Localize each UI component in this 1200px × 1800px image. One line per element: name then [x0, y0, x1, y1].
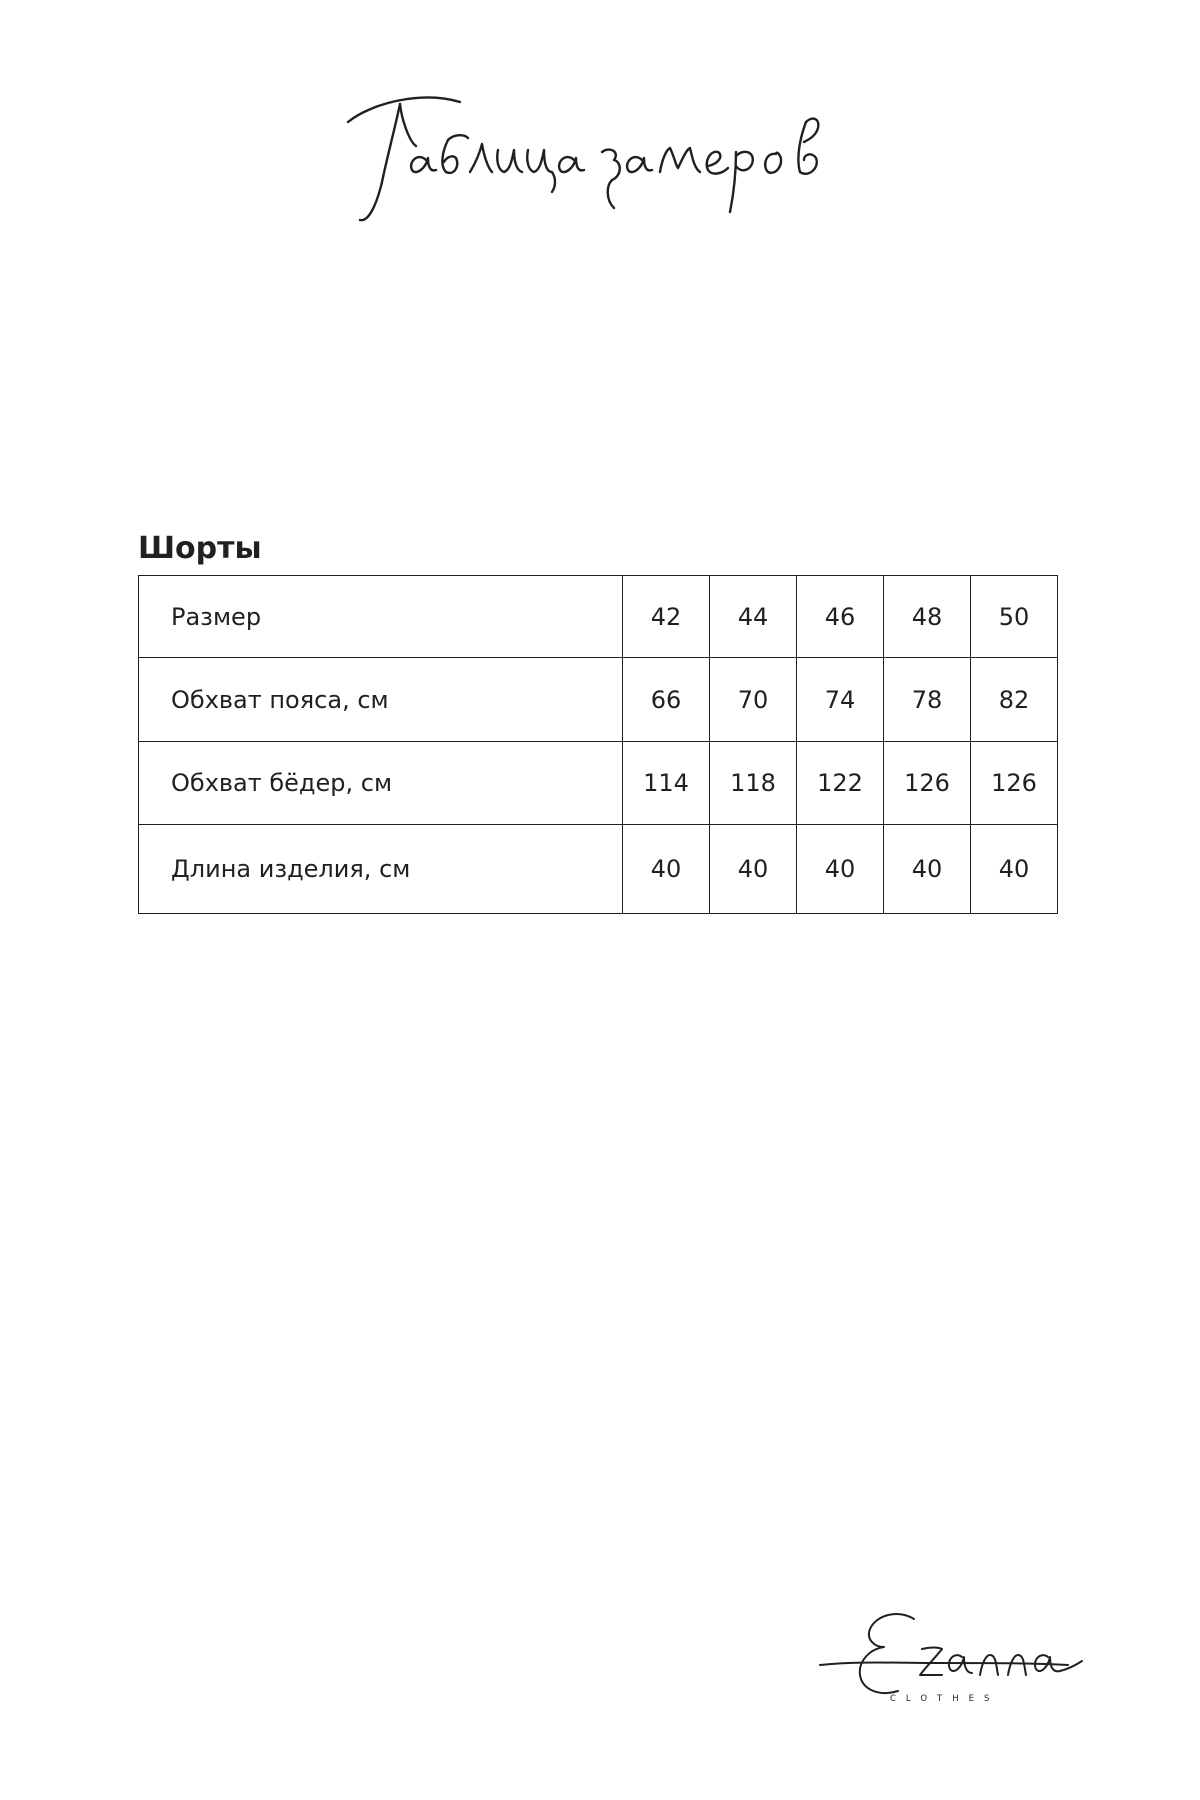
table-cell: 40 [797, 825, 884, 914]
size-table [138, 575, 1058, 914]
page-title [330, 82, 890, 232]
logo-subtext: CLOTHES [890, 1694, 1000, 1704]
table-cell: 42 [623, 576, 710, 658]
row-label: Обхват бёдер, см [139, 742, 623, 825]
table-cell: 78 [884, 658, 971, 742]
table-cell: 66 [623, 658, 710, 742]
table-cell: 40 [710, 825, 797, 914]
table-cell: 40 [884, 825, 971, 914]
table-cell: 70 [710, 658, 797, 742]
table-cell: 40 [623, 825, 710, 914]
table-cell: 118 [710, 742, 797, 825]
table-cell: 50 [971, 576, 1058, 658]
section-title: Шорты [138, 531, 262, 566]
row-label: Длина изделия, см [139, 825, 623, 914]
table-cell: 44 [710, 576, 797, 658]
table-cell: 46 [797, 576, 884, 658]
row-label: Обхват пояса, см [139, 658, 623, 742]
brand-logo-graphic [818, 1605, 1118, 1720]
table-row [139, 658, 1058, 742]
table-cell: 82 [971, 658, 1058, 742]
table-cell: 114 [623, 742, 710, 825]
page-title-script [330, 82, 890, 232]
table-row [139, 742, 1058, 825]
table-row [139, 576, 1058, 658]
table-cell: 126 [971, 742, 1058, 825]
table-cell: 122 [797, 742, 884, 825]
table-cell: 40 [971, 825, 1058, 914]
table-cell: 74 [797, 658, 884, 742]
row-label: Размер [139, 576, 623, 658]
brand-logo [818, 1605, 1118, 1720]
table-row [139, 825, 1058, 914]
table-cell: 126 [884, 742, 971, 825]
table-cell: 48 [884, 576, 971, 658]
